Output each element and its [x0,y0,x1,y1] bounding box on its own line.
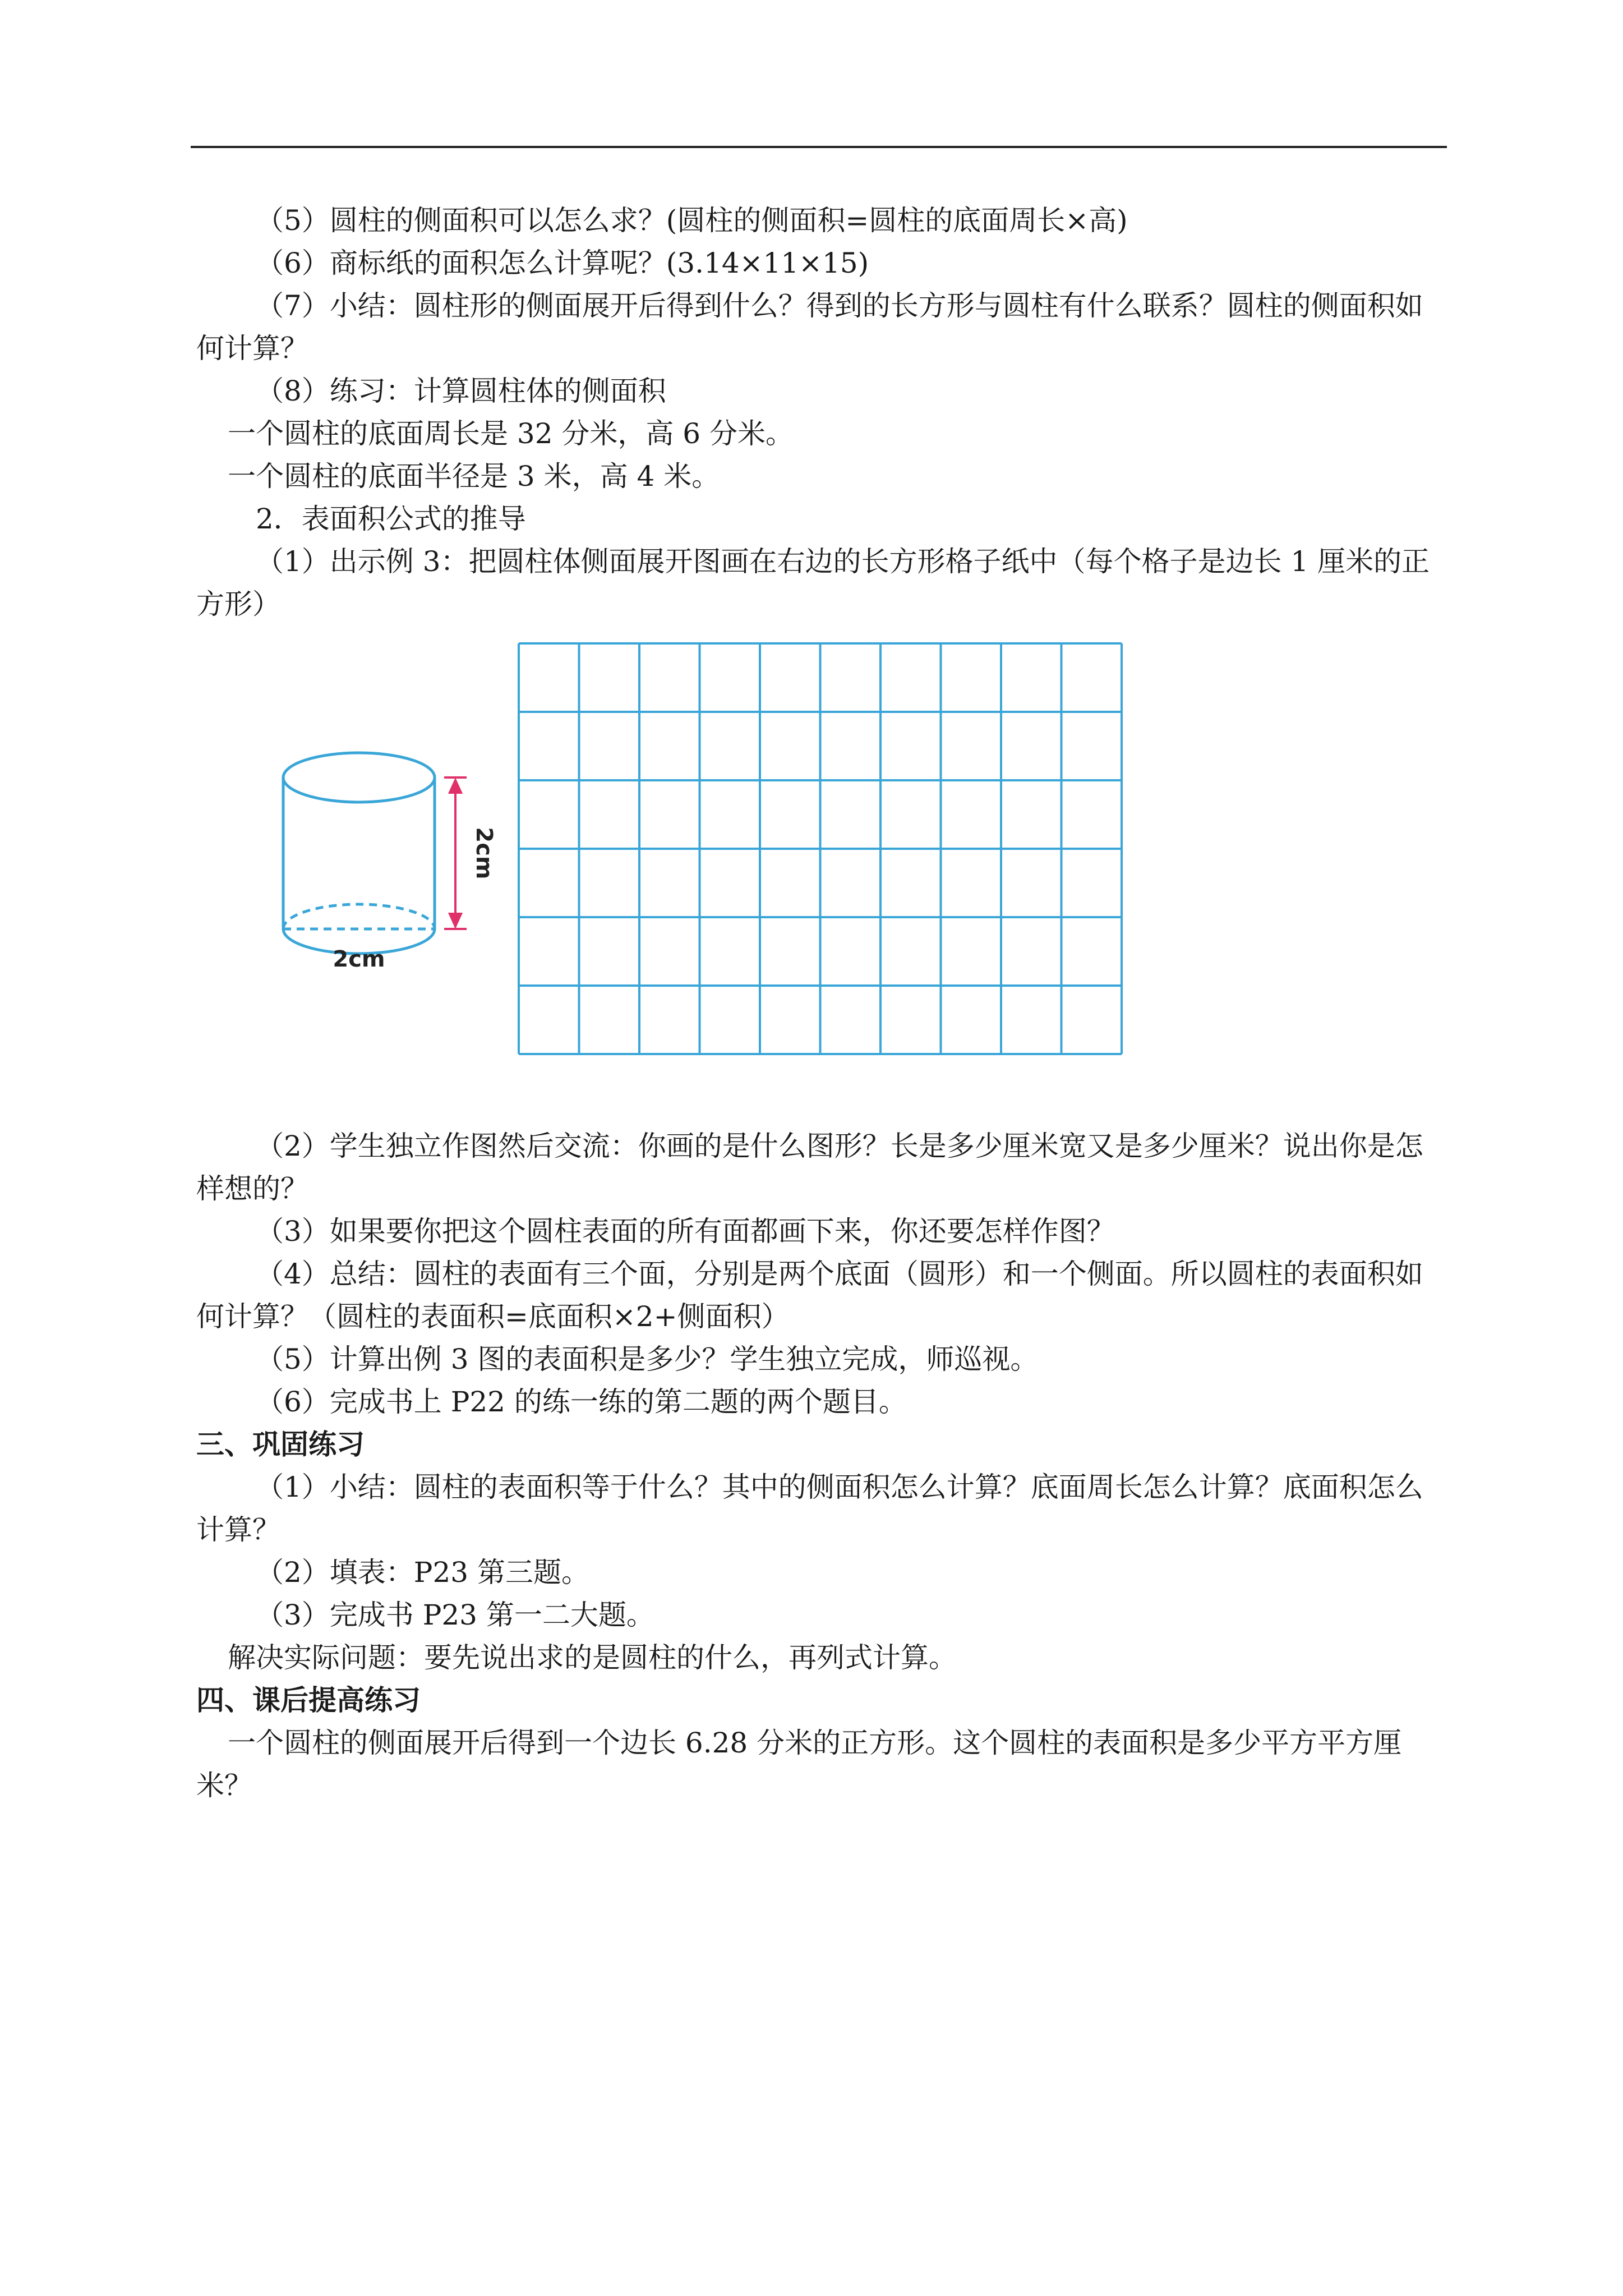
height-arrow-up-icon [450,780,461,793]
paragraph: （1）小结：圆柱的表面积等于什么？其中的侧面积怎么计算？底面周长怎么计算？底面积怎么计算？ [196,1471,1423,1546]
paragraph: 一个圆柱的底面周长是 32 分米，高 6 分米。 [228,417,794,450]
paragraph: （2）填表：P23 第三题。 [256,1556,589,1589]
paragraph: （4）总结：圆柱的表面有三个面，分别是两个底面（圆形）和一个侧面。所以圆柱的表面积如何计算？（圆柱的表面积=底面积×2+侧面积） [196,1258,1423,1333]
paragraph: （7）小结：圆柱形的侧面展开后得到什么？得到的长方形与圆柱有什么联系？圆柱的侧面积如何计算？ [196,289,1423,365]
paragraph: （5）计算出例 3 图的表面积是多少？学生独立完成，师巡视。 [256,1343,1039,1375]
paragraph: 一个圆柱的底面半径是 3 米，高 4 米。 [228,460,720,493]
paragraph: 一个圆柱的侧面展开后得到一个边长 6.28 分米的正方形。这个圆柱的表面积是多少平方平方厘米？ [196,1727,1402,1802]
height-indicator [444,777,467,929]
paragraph: 解决实际问题：要先说出求的是圆柱的什么，再列式计算。 [228,1641,957,1674]
diameter-label: 2cm [333,946,385,972]
paragraph: （3）完成书 P23 第一二大题。 [256,1599,654,1631]
document-body [196,199,1447,1807]
cylinder-bottom-back-arc [283,904,435,929]
example-3-figure [196,640,1447,1111]
paragraph: （6）商标纸的面积怎么计算呢？(3.14×11×15) [256,247,869,279]
paragraph: （1）出示例 3：把圆柱体侧面展开图画在右边的长方形格子纸中（每个格子是边长 1 厘米的正方形） [196,545,1430,620]
paragraph: （5）圆柱的侧面积可以怎么求？(圆柱的侧面积=圆柱的底面周长×高) [256,204,1128,237]
header-rule [191,146,1447,148]
section-heading: 四、课后提高练习 [196,1684,421,1717]
height-arrow-down-icon [450,914,461,926]
section-subheading: 2．表面积公式的推导 [256,503,526,535]
cylinder-top-ellipse [283,753,435,802]
height-label: 2cm [471,827,497,880]
paragraph: （8）练习：计算圆柱体的侧面积 [256,375,666,407]
cylinder-and-grid-diagram [196,640,1447,1111]
square-grid-paper [519,643,1122,1054]
paragraph: （3）如果要你把这个圆柱表面的所有面都画下来，你还要怎样作图？ [256,1215,1115,1248]
cylinder-drawing [283,753,435,954]
paragraph: （6）完成书上 P22 的练一练的第二题的两个题目。 [256,1386,907,1418]
section-heading: 三、巩固练习 [196,1428,365,1461]
paragraph: （2）学生独立作图然后交流：你画的是什么图形？长是多少厘米宽又是多少厘米？说出你是怎样想的？ [196,1130,1423,1205]
